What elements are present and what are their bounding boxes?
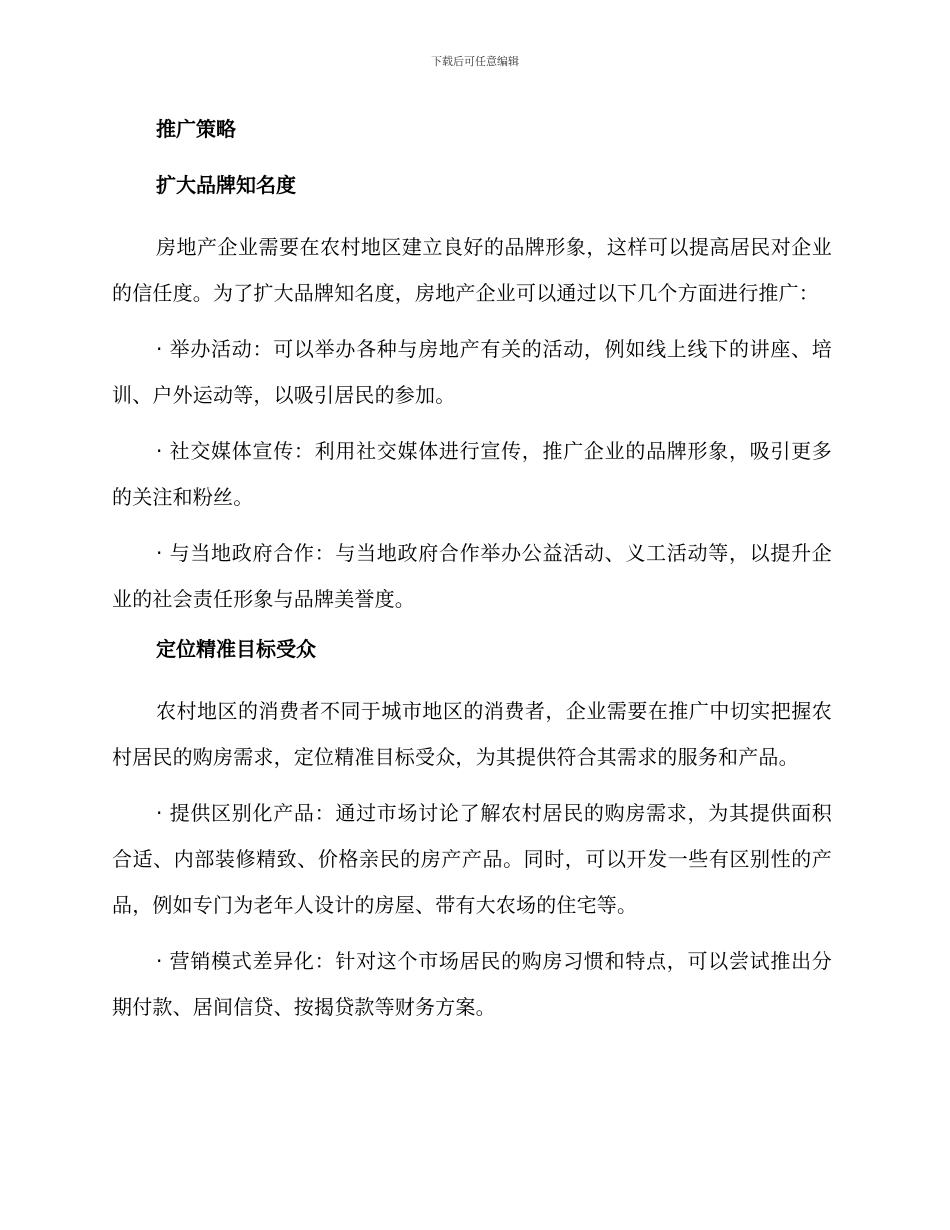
bullet-marketing-differentiation: · 营销模式差异化：针对这个市场居民的购房习惯和特点，可以尝试推出分期付款、居间信贷、按揭贷款等财务方案。 [112,949,832,1019]
section-title-target-audience: 定位精准目标受众 [156,637,316,661]
document-body [112,112,832,1040]
section-title-main: 推广策略 [156,117,236,141]
paragraph-audience-intro: 农村地区的消费者不同于城市地区的消费者，企业需要在推广中切实把握农村居民的购房需求，定位精准目标受众，为其提供符合其需求的服务和产品。 [112,699,832,769]
paragraph-brand-intro: 房地产企业需要在农村地区建立良好的品牌形象，这样可以提高居民对企业的信任度。为了扩大品牌知名度，房地产企业可以通过以下几个方面进行推广： [112,235,832,305]
section-title-brand-awareness: 扩大品牌知名度 [156,173,296,197]
bullet-government-cooperation: · 与当地政府合作：与当地政府合作举办公益活动、义工活动等，以提升企业的社会责任形象与品牌美誉度。 [112,541,832,611]
bullet-social-media: · 社交媒体宣传：利用社交媒体进行宣传，推广企业的品牌形象，吸引更多的关注和粉丝。 [112,439,832,509]
page-header: 下载后可任意编辑 [431,55,519,68]
bullet-differentiated-products: · 提供区别化产品：通过市场讨论了解农村居民的购房需求，为其提供面积合适、内部装修精致、价格亲民的房产产品。同时，可以开发一些有区别性的产品，例如专门为老年人设计的房屋、带有大农场的住宅等。 [112,801,832,917]
bullet-host-events: · 举办活动：可以举办各种与房地产有关的活动，例如线上线下的讲座、培训、户外运动等，以吸引居民的参加。 [112,337,832,407]
